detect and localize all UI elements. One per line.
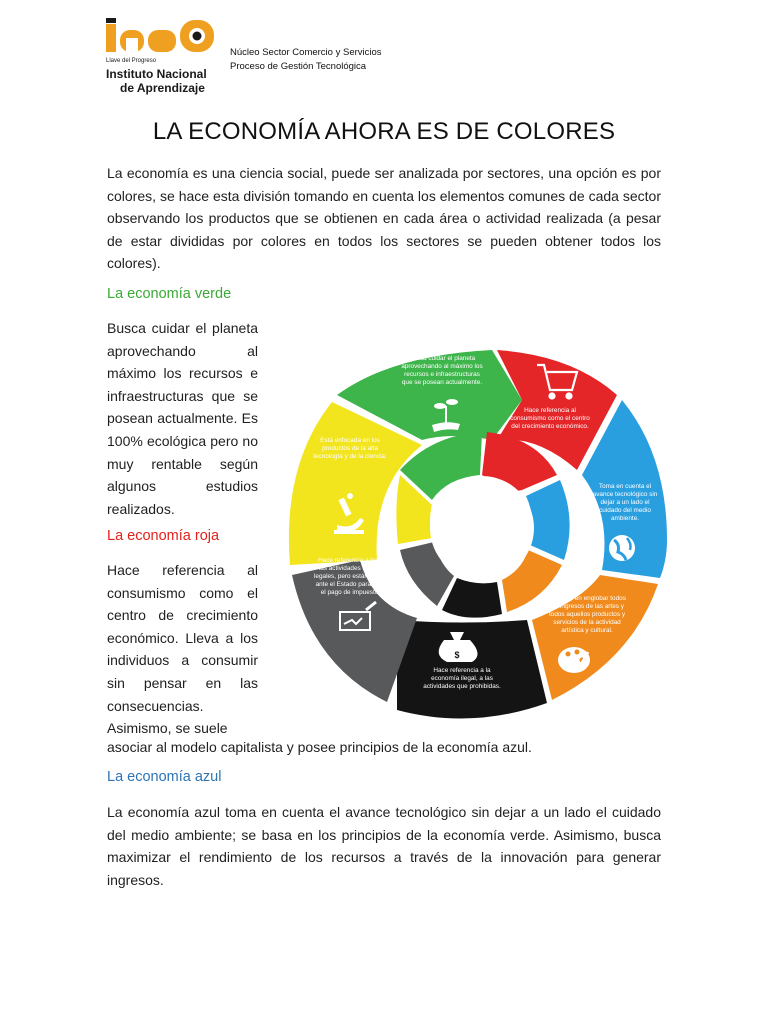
- svg-text:economía ilegal, a las: economía ilegal, a las: [431, 675, 493, 682]
- header-info: [230, 46, 382, 74]
- svg-text:actividades que prohibidas.: actividades que prohibidas.: [423, 683, 501, 690]
- svg-text:Está enfocada en los: Está enfocada en los: [320, 437, 380, 444]
- logo-tagline: Llave del Progreso: [106, 58, 157, 64]
- text-yellow: [313, 437, 387, 460]
- paragraph-economia-verde: Busca cuidar el planeta aprovechando al máximo los recursos e infraestructuras que se posean actualmente. Es 100% ecológica pero no muy rentable según algunos estudios realizados.: [107, 320, 258, 517]
- svg-text:artística y cultural.: artística y cultural.: [561, 627, 613, 634]
- svg-text:Hace referencia al: Hace referencia al: [524, 407, 576, 414]
- svg-text:dejar a un lado el: dejar a un lado el: [600, 499, 650, 506]
- intro-paragraph: La economía es una ciencia social, puede ser analizada por sectores, una opción es por colores, se hace esta división tomando en cuenta los elementos comunes de cada sector observando los productos que se obtienen en cada área o actividad realizada (a pesar de estar divididas por colores en todos los sectores se pueden obtener todos los colores).: [107, 165, 661, 272]
- header-line-2: Proceso de Gestión Tecnológica: [230, 61, 367, 72]
- svg-text:todos aquellos productos y: todos aquellos productos y: [548, 611, 626, 618]
- svg-text:Toma en cuenta el: Toma en cuenta el: [598, 483, 652, 490]
- text-black: [423, 667, 501, 690]
- paragraph-economia-roja-cont: asociar al modelo capitalista y posee principios de la economía azul.: [107, 739, 532, 755]
- ina-logo: [104, 18, 218, 102]
- svg-text:Hace referencia a todas: Hace referencia a todas: [318, 557, 386, 564]
- color-economy-wheel: [282, 320, 672, 730]
- svg-text:los ingresos de las artes y: los ingresos de las artes y: [550, 603, 624, 610]
- wheel-center: [430, 476, 534, 580]
- svg-text:el pago de impuestos.: el pago de impuestos.: [320, 589, 384, 596]
- page-title: LA ECONOMÍA AHORA ES DE COLORES: [152, 118, 616, 145]
- paragraph-economia-roja: Hace referencia al consumismo como el centro de crecimiento económico. Lleva a los individuos a consumir sin pensar en las consecuencias. Asimismo, se suele: [107, 562, 258, 737]
- svg-text:tecnología y de la ciencia.: tecnología y de la ciencia.: [313, 453, 387, 460]
- svg-text:$: $: [454, 650, 460, 660]
- svg-text:productos de la alta: productos de la alta: [322, 445, 378, 452]
- svg-text:servicios de la actividad: servicios de la actividad: [553, 619, 621, 626]
- svg-text:que se posean actualmente.: que se posean actualmente.: [401, 379, 483, 386]
- svg-text:Busca cuidar el planeta: Busca cuidar el planeta: [408, 355, 476, 362]
- svg-text:Consiste en englobar todos: Consiste en englobar todos: [548, 595, 626, 602]
- svg-text:legales, pero están ocultas: legales, pero están ocultas: [313, 573, 391, 580]
- palette-icon: [558, 647, 590, 673]
- svg-text:aprovechando al máximo los: aprovechando al máximo los: [401, 363, 483, 370]
- text-green: [401, 355, 482, 386]
- heading-economia-azul: La economía azul: [107, 769, 222, 785]
- inner-black: [442, 578, 502, 618]
- heading-economia-verde: La economía verde: [107, 286, 232, 302]
- svg-text:recursos e infraestructuras: recursos e infraestructuras: [404, 371, 480, 378]
- svg-text:ante el Estado para evitar: ante el Estado para evitar: [315, 581, 389, 588]
- svg-text:del crecimiento económico.: del crecimiento económico.: [511, 423, 589, 430]
- logo-name-line1: Instituto Nacional: [106, 67, 207, 81]
- paragraph-economia-azul: La economía azul toma en cuenta el avance tecnológico sin dejar a un lado el cuidado del medio ambiente; se basa en los principios de la economía verde. Asimismo, busca maximizar el rendimiento de los recursos a través de la innovación para generar ingresos.: [107, 804, 661, 888]
- svg-text:ambiente.: ambiente.: [610, 515, 640, 522]
- svg-text:cuidado del medio: cuidado del medio: [599, 507, 651, 514]
- svg-text:avance tecnológico sin: avance tecnológico sin: [592, 491, 658, 498]
- svg-text:las actividades que son: las actividades que son: [318, 565, 386, 572]
- text-gray: [314, 557, 390, 596]
- globe-icon: [609, 535, 635, 561]
- segment-orange: [532, 575, 658, 700]
- svg-text:Hace referencia a la: Hace referencia a la: [433, 667, 491, 674]
- heading-economia-roja: La economía roja: [107, 528, 220, 544]
- logo-name-line2: de Aprendizaje: [120, 81, 205, 95]
- svg-text:consumismo como el centro: consumismo como el centro: [510, 415, 590, 422]
- header-line-1: Núcleo Sector Comercio y Servicios: [230, 47, 382, 58]
